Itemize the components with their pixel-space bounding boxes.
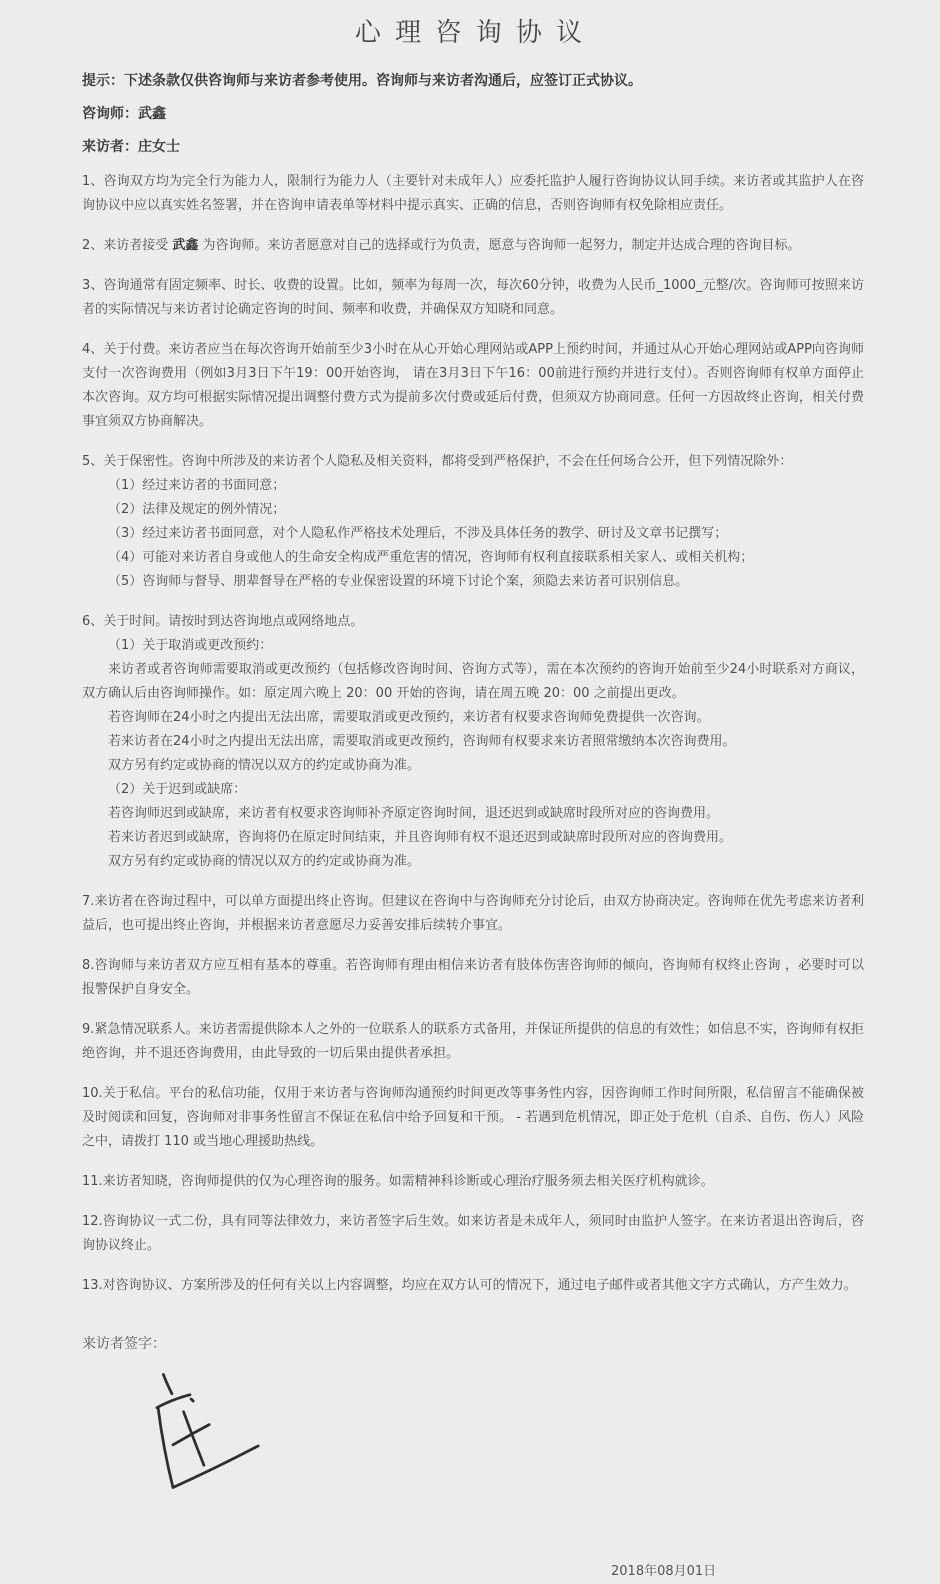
- clause-6: [82, 610, 864, 874]
- clause-6-item-5: 双方另有约定或协商的情况以双方的约定或协商为准。: [108, 758, 421, 773]
- clause-6-text: 6、关于时间。请按时到达咨询地点或网络地点。: [82, 614, 364, 629]
- notice-line: 提示：下述条款仅供咨询师与来访者参考使用。咨询师与来访者沟通后，应签订正式协议。: [82, 73, 642, 89]
- clause-6-item-7: 若咨询师迟到或缺席，来访者有权要求咨询师补齐原定咨询时间，退还迟到或缺席时段所对应的咨询费用。: [108, 806, 720, 821]
- clause-10: 10.关于私信。平台的私信功能，仅用于来访者与咨询师沟通预约时间更改等事务性内容，因咨询师工作时间所限，私信留言不能确保被及时阅读和回复，咨询师对非事务性留言不保证在私信中给予回复和干预。 - 若遇到危机情况，即正处于危机（自杀、自伤、伤人）风险之中，请拨打 110 或当地心理援助热线。: [82, 1086, 864, 1149]
- clause-5-item-2: （2）法律及规定的例外情况；: [108, 502, 286, 517]
- clause-6-item-8: 若来访者迟到或缺席，咨询将仍在原定时间结束，并且咨询师有权不退还迟到或缺席时段所对应的咨询费用。: [108, 830, 733, 845]
- clause-6-item-9: 双方另有约定或协商的情况以双方的约定或协商为准。: [108, 854, 421, 869]
- clause-6-item-3: 若咨询师在24小时之内提出无法出席，需要取消或更改预约，来访者有权要求咨询师免费提供一次咨询。: [108, 710, 710, 725]
- clause-13: 13.对咨询协议、方案所涉及的任何有关以上内容调整，均应在双方认可的情况下，通过电子邮件或者其他文字方式确认，方产生效力。: [82, 1278, 857, 1293]
- clause-1: 1、咨询双方均为完全行为能力人，限制行为能力人（主要针对未成年人）应委托监护人履行咨询协议认同手续。来访者或其监护人在咨询协议中应以真实姓名签署，并在咨询申请表单等材料中提示真实、正确的信息，否则咨询师有权免除相应责任。: [82, 174, 864, 213]
- counselor-line: 咨询师：武鑫: [82, 106, 166, 122]
- clause-4: 4、关于付费。来访者应当在每次咨询开始前至少3小时在从心开始心理网站或APP上预约时间，并通过从心开始心理网站或APP向咨询师支付一次咨询费用（例如3月3日下午19：00开始咨询， 请在3月3日下午16：00前进行预约并进行支付）。否则咨询师有权单方面停止本次咨询。双方均可根据实际情况提出调整付费方式为提前多次付费或延后付费，但须双方协商同意。任何一方因故终止咨询，相关付费事宜须双方协商解决。: [82, 342, 864, 429]
- clause-5-item-4: （4）可能对来访者自身或他人的生命安全构成严重危害的情况，咨询师有权利直接联系相关家人、或相关机构；: [108, 550, 754, 565]
- clause-3: 3、咨询通常有固定频率、时长、收费的设置。比如，频率为每周一次，每次60分钟，收费为人民币_1000_元整/次。咨询师可按照来访者的实际情况与来访者讨论确定咨询的时间、频率和收费，并确保双方知晓和同意。: [82, 278, 864, 317]
- visitor-line: 来访者：庄女士: [82, 139, 180, 155]
- clause-6-item-1: （1）关于取消或更改预约：: [108, 638, 273, 653]
- clause-2-suffix: 为咨询师。来访者愿意对自己的选择或行为负责，愿意与咨询师一起努力，制定并达成合理的咨询目标。: [198, 238, 801, 253]
- clause-12: 12.咨询协议一式二份，具有同等法律效力，来访者签字后生效。如来访者是未成年人，须同时由监护人签字。在来访者退出咨询后，咨询协议终止。: [82, 1214, 864, 1253]
- clause-6-item-4: 若来访者在24小时之内提出无法出席，需要取消或更改预约，咨询师有权要求来访者照常缴纳本次咨询费用。: [108, 734, 736, 749]
- page-title: 心 理 咨 询 协 议: [354, 18, 586, 48]
- clause-6-item-2: 来访者或者咨询师需要取消或更改预约（包括修改咨询时间、咨询方式等），需在本次预约的咨询开始前至少24小时联系对方商议，双方确认后由咨询师操作。如：原定周六晚上 20：00 开始的咨询，请在周五晚 20：00 之前提出更改。: [82, 662, 864, 701]
- clause-8: 8.咨询师与来访者双方应互相有基本的尊重。若咨询师有理由相信来访者有肢体伤害咨询师的倾向，咨询师有权终止咨询 ，必要时可以报警保护自身安全。: [82, 958, 864, 997]
- clause-7: 7.来访者在咨询过程中，可以单方面提出终止咨询。但建议在咨询中与咨询师充分讨论后，由双方协商决定。咨询师在优先考虑来访者利益后，也可提出终止咨询，并根据来访者意愿尽力妥善安排后续转介事宜。: [82, 894, 864, 933]
- agreement-date: 2018年08月01日: [611, 1564, 717, 1579]
- handwritten-signature: [146, 1366, 266, 1496]
- clause-6-item-6: （2）关于迟到或缺席：: [108, 782, 247, 797]
- clause-9: 9.紧急情况联系人。来访者需提供除本人之外的一位联系人的联系方式备用，并保证所提供的信息的有效性；如信息不实，咨询师有权拒绝咨询，并不退还咨询费用，由此导致的一切后果由提供者承担。: [82, 1022, 864, 1061]
- agreement-body: [0, 71, 940, 1584]
- clause-11: 11.来访者知晓，咨询师提供的仅为心理咨询的服务。如需精神科诊断或心理治疗服务须去相关医疗机构就诊。: [82, 1174, 714, 1189]
- clause-5-item-3: （3）经过来访者书面同意，对个人隐私作严格技术处理后，不涉及具体任务的教学、研讨及文章书记撰写；: [108, 526, 728, 541]
- clause-5-text: 5、关于保密性。咨询中所涉及的来访者个人隐私及相关资料，都将受到严格保护，不会在任何场合公开，但下列情况除外：: [82, 454, 793, 469]
- visitor-signature-label: 来访者签字：: [82, 1336, 166, 1352]
- counselor-name-inline: 武鑫: [172, 238, 199, 253]
- signature-area: [146, 1366, 864, 1496]
- clause-2: [82, 234, 864, 258]
- clause-5-item-1: （1）经过来访者的书面同意；: [108, 478, 286, 493]
- clause-5: [82, 450, 864, 594]
- clause-2-prefix: 2、来访者接受: [82, 238, 173, 253]
- clause-5-item-5: （5）咨询师与督导、朋辈督导在严格的专业保密设置的环境下讨论个案，须隐去来访者可识别信息。: [108, 574, 689, 589]
